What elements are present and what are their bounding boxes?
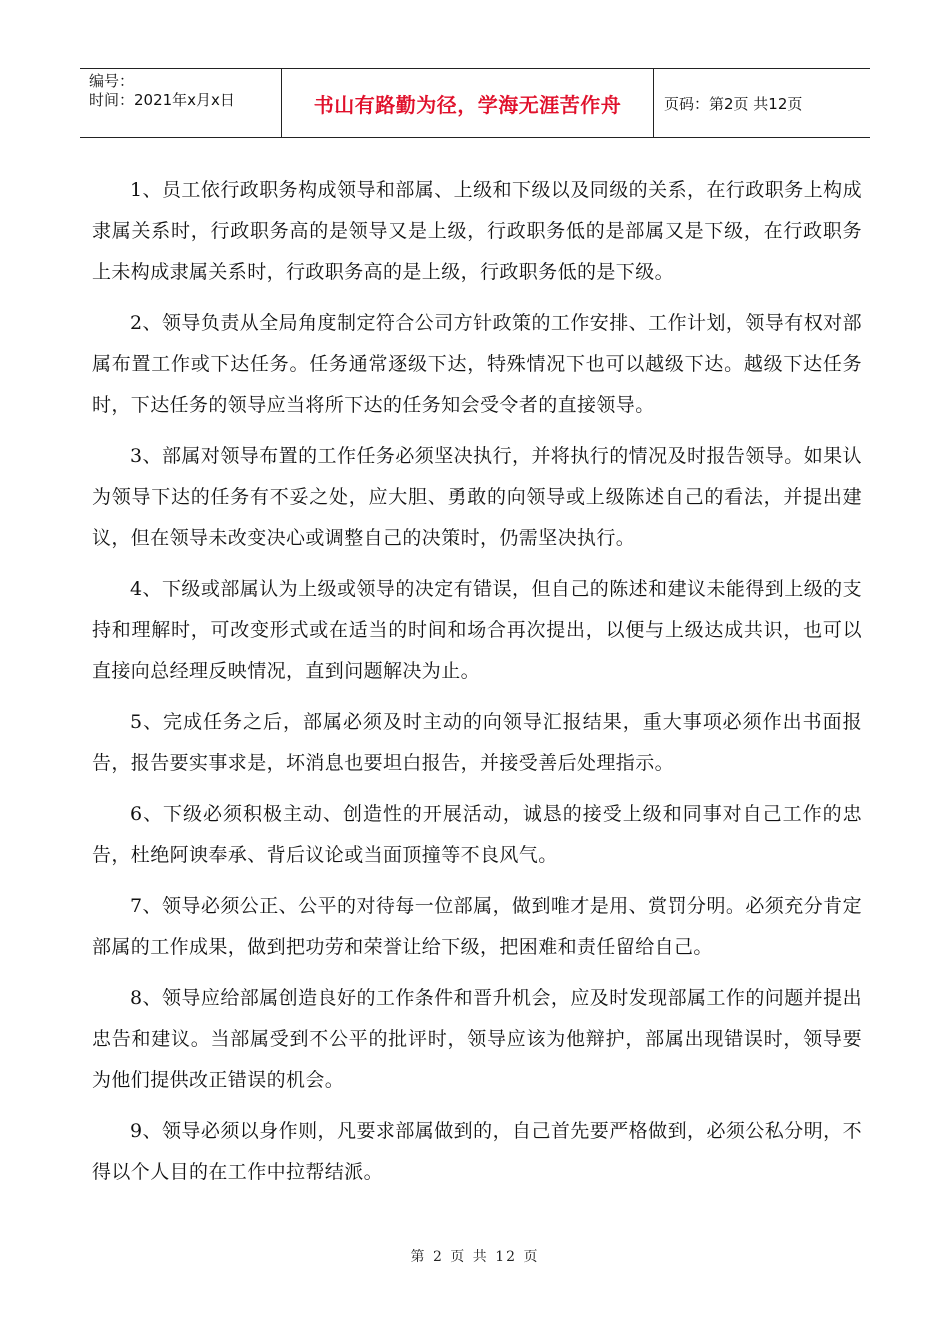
paragraph-3: 3、部属对领导布置的工作任务必须坚决执行，并将执行的情况及时报告领导。如果认为领导下达的任务有不妥之处，应大胆、勇敢的向领导或上级陈述自己的看法，并提出建议，但在领导未改变决心或调整自己的决策时，仍需坚决执行。: [92, 445, 862, 549]
paragraph-7: 7、领导必须公正、公平的对待每一位部属，做到唯才是用、赏罚分明。必须充分肯定部属的工作成果，做到把功劳和荣誉让给下级，把困难和责任留给自己。: [92, 895, 862, 958]
number-label: 编号：: [89, 72, 135, 90]
page-footer: 第 2 页 共 12 页: [410, 1249, 540, 1265]
document-header: [80, 68, 870, 138]
paragraph-2: 2、领导负责从全局角度制定符合公司方针政策的工作安排、工作计划，领导有权对部属布置工作或下达任务。任务通常逐级下达，特殊情况下也可以越级下达。越级下达任务时，下达任务的领导应当将所下达的任务知会受令者的直接领导。: [92, 312, 862, 416]
paragraph-8: 8、领导应给部属创造良好的工作条件和晋升机会，应及时发现部属工作的问题并提出忠告和建议。当部属受到不公平的批评时，领导应该为他辩护，部属出现错误时，领导要为他们提供改正错误的机会。: [92, 987, 862, 1091]
page-label: 页码：第2页 共12页: [664, 94, 803, 113]
paragraph-1: 1、员工依行政职务构成领导和部属、上级和下级以及同级的关系，在行政职务上构成隶属关系时，行政职务高的是领导又是上级，行政职务低的是部属又是下级，在行政职务上未构成隶属关系时，行政职务高的是上级，行政职务低的是下级。: [92, 179, 862, 283]
paragraph-6: 6、下级必须积极主动、创造性的开展活动，诚恳的接受上级和同事对自己工作的忠告，杜绝阿谀奉承、背后议论或当面顶撞等不良风气。: [92, 803, 862, 866]
header-motto-cell: [282, 69, 654, 137]
motto-text: 书山有路勤为径，学海无涯苦作舟: [313, 92, 622, 117]
paragraph-4: 4、下级或部属认为上级或领导的决定有错误，但自己的陈述和建议未能得到上级的支持和理解时，可改变形式或在适当的时间和场合再次提出，以便与上级达成共识，也可以直接向总经理反映情况，直到问题解决为止。: [92, 578, 862, 682]
header-page-cell: [654, 69, 870, 137]
date-label: 时间：2021年x月x日: [89, 91, 235, 109]
paragraph-5: 5、完成任务之后，部属必须及时主动的向领导汇报结果，重大事项必须作出书面报告，报告要实事求是，坏消息也要坦白报告，并接受善后处理指示。: [92, 711, 862, 774]
header-meta: [80, 69, 282, 137]
paragraph-9: 9、领导必须以身作则，凡要求部属做到的，自己首先要严格做到，必须公私分明，不得以个人目的在工作中拉帮结派。: [92, 1120, 862, 1183]
document-body: [92, 170, 862, 1203]
